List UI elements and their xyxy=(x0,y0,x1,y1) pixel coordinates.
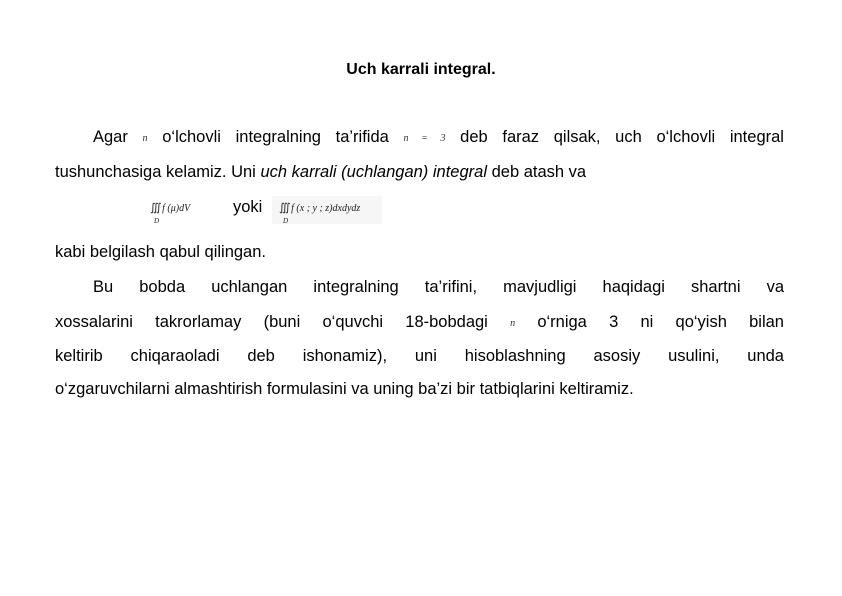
triple-integral-sign-2: ∭ xyxy=(279,202,289,214)
formula-triple-integral-1 xyxy=(150,202,191,225)
text-xossalarini: xossalarini takrorlamay (buni o‘quvchi 18-bobdagi xyxy=(55,313,488,331)
text-uch-karrali-italic: uch karrali (uchlangan) integral xyxy=(260,163,487,181)
formula-1-region: D xyxy=(154,217,160,225)
page-title: Uch karrali integral. xyxy=(346,61,496,78)
text-tushunchasiga: tushunchasiga kelamiz. Uni xyxy=(55,163,256,181)
math-n-equals-3: n = 3 xyxy=(403,133,446,144)
math-n: n xyxy=(142,133,148,144)
paragraph-2-line-3: keltirib chiqaraoladi deb ishonamiz), uni hisoblashning asosiy usulini, unda xyxy=(55,347,784,365)
formula-2-integrand: f (x ; y ; z)dxdydz xyxy=(291,203,361,214)
text-agar: Agar xyxy=(93,128,128,146)
text-deb-atash: deb atash va xyxy=(491,163,587,181)
formula-1-integrand: f (μ)dV xyxy=(162,203,191,214)
paragraph-2-line-2 xyxy=(55,311,784,335)
paragraph-2-line-4: o‘zgaruvchilarni almashtirish formulasini va uning ba’zi bir tatbiqlarini keltiramiz. xyxy=(55,380,634,398)
text-orniga: o‘rniga 3 ni qo‘yish bilan xyxy=(537,313,784,331)
paragraph-1-line-2 xyxy=(55,161,784,183)
text-yoki: yoki xyxy=(233,198,263,216)
formula-2-region: D xyxy=(283,217,289,225)
paragraph-1-line-3: kabi belgilash qabul qilingan. xyxy=(55,243,266,261)
text-deb-faraz: deb faraz qilsak, uch o‘lchovli integral xyxy=(460,128,784,146)
formula-triple-integral-2 xyxy=(279,202,361,225)
triple-integral-sign-1: ∭ xyxy=(150,202,160,214)
text-olchovli: o‘lchovli integralning ta’rifida xyxy=(162,128,389,146)
paragraph-2-line-1: Bu bobda uchlangan integralning ta’rifini, mavjudligi haqidagi shartni va xyxy=(93,278,784,296)
math-n-2: n xyxy=(510,318,516,329)
paragraph-1-line-1 xyxy=(55,126,784,150)
